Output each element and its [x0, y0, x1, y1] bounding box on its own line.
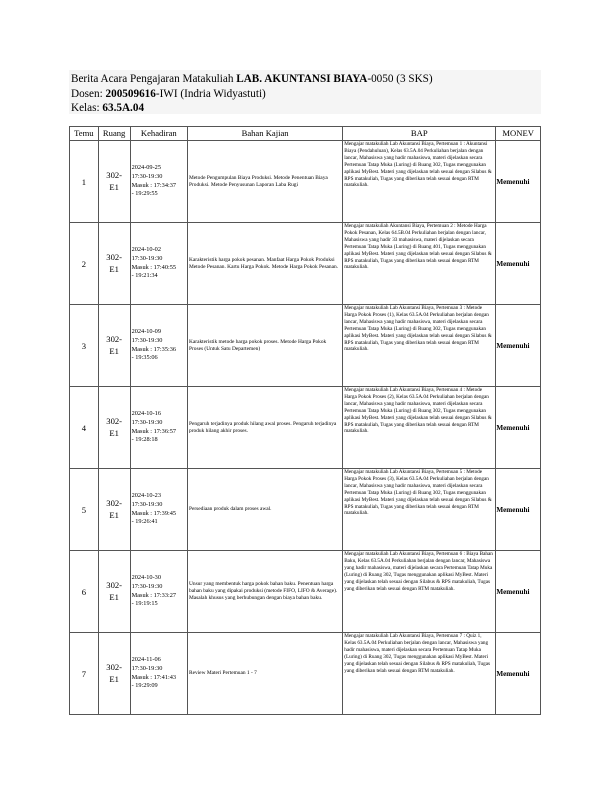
attendance-cell [130, 141, 187, 223]
attendance-check-out: - 19:28:18 [131, 436, 158, 444]
course-name: LAB. AKUNTANSI BIAYA [236, 73, 368, 85]
room-code-part2: E1 [109, 263, 119, 274]
attendance-date: 2024-10-02 [131, 246, 161, 254]
room-code-part1: 302- [106, 416, 123, 426]
teaching-report-cell [343, 387, 496, 469]
room-cell [98, 141, 130, 223]
course-title-prefix: Berita Acara Pengajaran Matakuliah [71, 73, 237, 85]
monev-status: Memenuhi [496, 305, 541, 387]
attendance-date: 2024-10-23 [131, 492, 161, 500]
room-code-part2: E1 [109, 181, 119, 192]
col-header-kehadiran: Kehadiran [130, 127, 187, 141]
attendance-check-out: - 19:26:41 [131, 518, 158, 526]
attendance-schedule: 17:30-19:30 [131, 582, 163, 590]
attendance-check-out: - 19:21:34 [131, 272, 158, 280]
room-code-part2: E1 [109, 345, 119, 356]
col-header-bahan-kajian: Bahan Kajian [188, 127, 343, 141]
room-code-part1: 302- [106, 662, 123, 672]
attendance-date: 2024-10-16 [131, 410, 161, 418]
teaching-report-cell [343, 551, 496, 633]
attendance-date: 2024-10-09 [131, 328, 161, 336]
room-cell [98, 469, 130, 551]
teaching-report-cell [343, 633, 496, 715]
col-header-temu: Temu [70, 127, 99, 141]
class-label: Kelas: [71, 102, 103, 114]
attendance-schedule: 17:30-19:30 [131, 500, 163, 508]
study-material: Pengaruh terjadinya produk hilang awal proses. Pengaruh terjadinya produk hilang akhir proses. [188, 387, 343, 469]
teaching-report: Mengajar matakuliah Lab Akuntansi Biaya, Pertemuan 1 : Akuntansi Biaya (Pendahuluan), Kelas 63.5A.04 Perkuliahan berjalan dengan lancar, Mahasiswa yang hadir mahasiswa, materi dijelaskan secara Pertemuan Tatap Muka (Luring) di Ruang 302, Tugas menggunakan aplikasi MyBest. Materi yang dijelaskan telah sesuai dengan Silabus & RPS matakuliah, Tugas yang diberikan telah sesuai dengan RTM matakuliah. [344, 141, 492, 189]
monev-status: Memenuhi [496, 551, 541, 633]
table-row [70, 551, 541, 633]
teaching-report: Mengajar matakuliah Lab Akuntansi Biaya, Pertemuan 5 : Metode Harga Pokok Proses (3), Kelas 63.5A.04 Perkuliahan berjalan dengan lancar, Mahasiswa yang hadir mahasiswa, materi dijelaskan secara Pertemuan Tatap Muka (Luring) di Ruang 302, Tugas menggunakan aplikasi MyBest. Materi yang dijelaskan telah sesuai dengan Silabus & RPS matakuliah, Tugas yang diberikan telah sesuai dengan RTM matakuliah. [344, 469, 492, 517]
attendance-cell [130, 551, 187, 633]
meeting-number: 1 [70, 141, 99, 223]
room-code-part1: 302- [106, 252, 123, 262]
attendance-check-in: Masuk : 17:39:45 [131, 509, 177, 517]
attendance-cell [130, 387, 187, 469]
room-cell [98, 551, 130, 633]
attendance-check-in: Masuk : 17:34:37 [131, 181, 177, 189]
attendance-schedule: 17:30-19:30 [131, 336, 163, 344]
table-row [70, 469, 541, 551]
room-code-part2: E1 [109, 509, 119, 520]
document-header [69, 70, 541, 114]
study-material: Persediaan produk dalam proses awal. [188, 469, 343, 551]
attendance-check-in: Masuk : 17:36:57 [131, 427, 177, 435]
col-header-monev: MONEV [496, 127, 541, 141]
monev-status: Memenuhi [496, 141, 541, 223]
attendance-check-in: Masuk : 17:35:36 [131, 345, 177, 353]
study-material: Unsur yang membentuk harga pokok bahan baku. Penentuan harga bahan baku yang dipakai produksi (metode FIFO, LIFO & Average). Masalah khusus yang berhubungan dengan biaya bahan baku. [188, 551, 343, 633]
attendance-date: 2024-11-06 [131, 656, 161, 664]
table-row [70, 633, 541, 715]
lecturer-name: -IWI (Indria Widyastuti) [155, 87, 266, 100]
attendance-check-out: - 19:35:06 [131, 354, 158, 362]
meeting-number: 4 [70, 387, 99, 469]
attendance-schedule: 17:30-19:30 [131, 418, 163, 426]
table-body [70, 141, 541, 715]
room-code-part1: 302- [106, 334, 123, 344]
study-material: Metode Pengumpulan Biaya Produksi. Metode Penentuan Biaya Produksi. Metode Penyusunan Laporan Laba Rugi [188, 141, 343, 223]
study-material: Review Materi Pertemuan 1 - 7 [188, 633, 343, 715]
attendance-cell [130, 305, 187, 387]
teaching-report-cell [343, 223, 496, 305]
study-material: Karakteristik metode harga pokok proses. Metode Harga Pokok Proses (Untuk Satu Departemen) [188, 305, 343, 387]
table-row [70, 223, 541, 305]
monev-status: Memenuhi [496, 633, 541, 715]
attendance-check-in: Masuk : 17:33:27 [131, 591, 177, 599]
teaching-report: Mengajar matakuliah Lab Akuntansi Biaya, Pertemuan 7 : Quiz 1, Kelas 63.5A.04 Perkuliahan berjalan dengan lancar, Mahasiswa yang hadir mahasiswa, materi dijelaskan secara Pertemuan Tatap Muka (Luring) di Ruang 302, Tugas menggunakan aplikasi MyBest. Materi yang dijelaskan telah sesuai dengan Silabus & RPS matakuliah, Tugas yang diberikan telah sesuai dengan RTM matakuliah. [344, 633, 491, 674]
meeting-number: 5 [70, 469, 99, 551]
teaching-report: Mengajar matakuliah Lab Akuntansi Biaya, Pertemuan 6 : Biaya Bahan Baku, Kelas 63.5A.04 Perkuliahan berjalan dengan lancar, Mahasiswa yang hadir mahasiswa, materi dijelaskan secara Pertemuan Tatap Muka (Luring) di Ruang 302, Tugas menggunakan aplikasi MyBest. Materi yang dijelaskan telah sesuai dengan Silabus & RPS matakuliah, Tugas yang diberikan telah sesuai dengan RTM matakuliah. [344, 551, 493, 592]
room-cell [98, 633, 130, 715]
attendance-cell [130, 469, 187, 551]
teaching-report: Mengajar matakuliah Lab Akuntansi Biaya, Pertemuan 4 : Metode Harga Pokok Proses (2), Kelas 63.5A.04 Perkuliahan berjalan dengan lancar, Mahasiswa yang hadir mahasiswa, materi dijelaskan secara Pertemuan Tatap Muka (Luring) di Ruang 302, Tugas menggunakan aplikasi MyBest. Materi yang dijelaskan telah sesuai dengan Silabus & RPS matakuliah, Tugas yang diberikan telah sesuai dengan RTM matakuliah. [344, 387, 492, 435]
teaching-report-cell [343, 469, 496, 551]
attendance-schedule: 17:30-19:30 [131, 664, 163, 672]
room-code-part1: 302- [106, 498, 123, 508]
room-cell [98, 387, 130, 469]
teaching-report-cell [343, 141, 496, 223]
meeting-number: 6 [70, 551, 99, 633]
attendance-check-in: Masuk : 17:40:55 [131, 263, 177, 271]
meeting-number: 2 [70, 223, 99, 305]
attendance-check-out: - 19:19:15 [131, 600, 158, 608]
attendance-check-in: Masuk : 17:41:43 [131, 673, 177, 681]
meeting-number: 7 [70, 633, 99, 715]
col-header-ruang: Ruang [98, 127, 130, 141]
attendance-check-out: - 19:29:09 [131, 682, 158, 690]
lecturer-line [71, 87, 541, 102]
room-cell [98, 305, 130, 387]
table-row [70, 141, 541, 223]
room-code-part1: 302- [106, 170, 123, 180]
attendance-cell [130, 223, 187, 305]
study-material: Karakteristik harga pokok pesanan. Manfaat Harga Pokok Produksi Metode Pesanan. Kartu Harga Pokok. Metode Harga Pokok Pesanan. [188, 223, 343, 305]
teaching-report-cell [343, 305, 496, 387]
course-title-suffix: -0050 (3 SKS) [367, 73, 433, 85]
lecturer-label: Dosen: [71, 87, 106, 100]
attendance-table [69, 126, 541, 715]
table-row [70, 387, 541, 469]
room-code-part2: E1 [109, 427, 119, 438]
course-title-line [71, 72, 541, 87]
monev-status: Memenuhi [496, 469, 541, 551]
teaching-report: Mengajar matakuliah Lab Akuntansi Biaya, Pertemuan 3 : Metode Harga Pokok Proses (1), Kelas 63.5A.04 Perkuliahan berjalan dengan lancar, Mahasiswa yang hadir mahasiswa, materi dijelaskan secara Pertemuan Tatap Muka (Luring) di Ruang 302, Tugas menggunakan aplikasi MyBest. Materi yang dijelaskan telah sesuai dengan Silabus & RPS matakuliah, Tugas yang diberikan telah sesuai dengan RTM matakuliah. [344, 305, 492, 353]
room-cell [98, 223, 130, 305]
table-header-row [70, 127, 541, 141]
room-code-part2: E1 [109, 673, 119, 684]
attendance-check-out: - 19:29:55 [131, 190, 158, 198]
attendance-schedule: 17:30-19:30 [131, 172, 163, 180]
monev-status: Memenuhi [496, 387, 541, 469]
table-row [70, 305, 541, 387]
monev-status: Memenuhi [496, 223, 541, 305]
col-header-bap: BAP [343, 127, 496, 141]
attendance-date: 2024-10-30 [131, 574, 161, 582]
class-line [71, 101, 541, 116]
room-code-part2: E1 [109, 591, 119, 602]
attendance-date: 2024-09-25 [131, 164, 161, 172]
attendance-schedule: 17:30-19:30 [131, 254, 163, 262]
class-value: 63.5A.04 [102, 102, 145, 114]
meeting-number: 3 [70, 305, 99, 387]
attendance-cell [130, 633, 187, 715]
room-code-part1: 302- [106, 580, 123, 590]
teaching-report: Mengajar matakuliah Akuntansi Biaya, Pertemuan 2 : Metode Harga Pokok Pesanan, Kelas 64.5B.04 Perkuliahan berjalan dengan lancar, Mahasiswa yang hadir 33 mahasiswa, materi dijelaskan secara Pertemuan Tatap Muka (Luring) di Ruang 401, Tugas menggunakan aplikasi MyBest. Materi yang dijelaskan telah sesuai dengan Silabus & RPS matakuliah, Tugas yang diberikan telah sesuai dengan RTM matakuliah. [344, 223, 492, 271]
lecturer-id: 200509616 [105, 87, 156, 100]
